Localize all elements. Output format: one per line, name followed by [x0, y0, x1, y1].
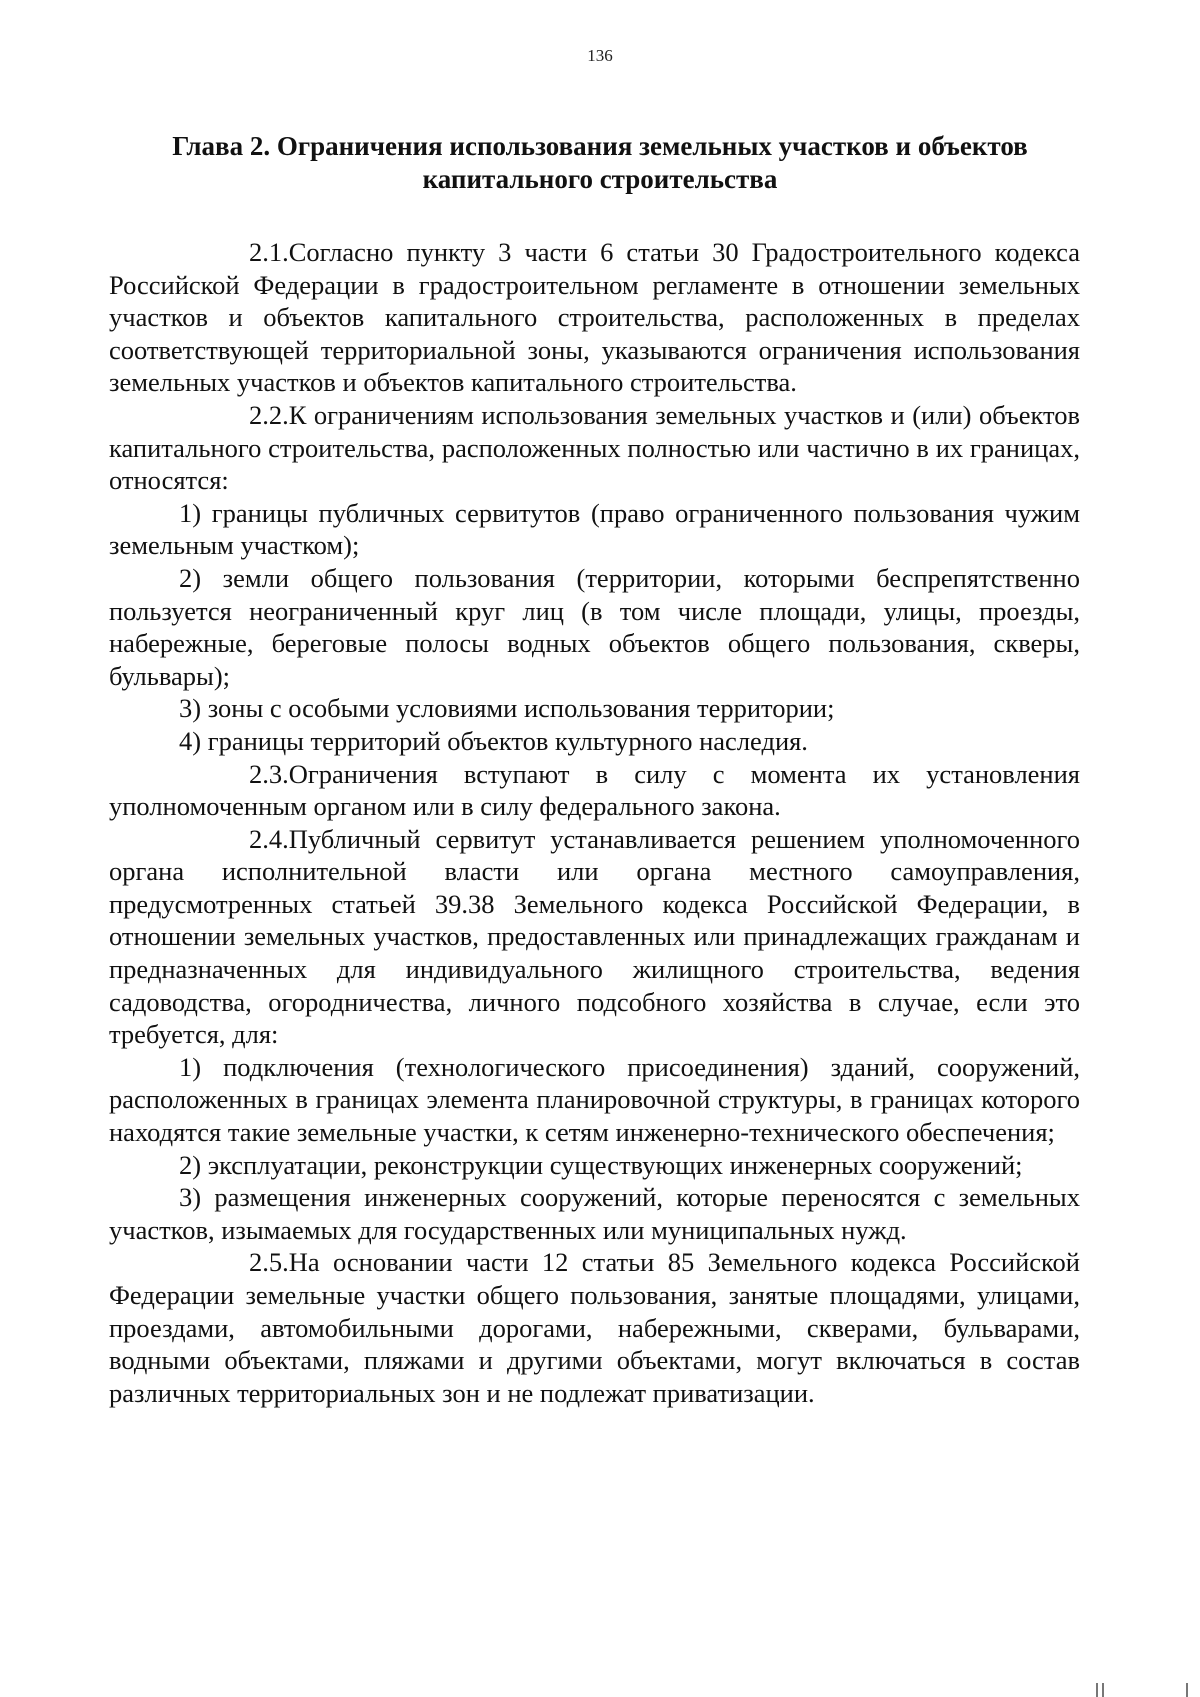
paragraph-text: К ограничениям использования земельных участков и (или) объектов капитального строительства, расположенных полностью или частично в их границах, относятся:: [109, 399, 1080, 496]
document-body: [109, 236, 1080, 1409]
paragraph-text: 4) границы территорий объектов культурного наследия.: [179, 725, 808, 756]
paragraph-2-1: [109, 236, 1080, 399]
chapter-title-line-2: капитального строительства: [422, 164, 778, 194]
list-item-2-2-4: [109, 725, 1080, 758]
paragraph-text: 1) подключения (технологического присоединения) зданий, сооружений, расположенных в границах элемента планировочной структуры, в границах которого находятся такие земельные участки, к сетям инженерно-технического обеспечения;: [109, 1051, 1080, 1148]
scan-artifact: [1102, 1683, 1104, 1697]
list-item-2-4-2: [109, 1149, 1080, 1182]
paragraph-text: 3) зоны с особыми условиями использования территории;: [179, 693, 835, 724]
scan-artifact: [1096, 1683, 1098, 1697]
paragraph-number: 2.3.: [249, 758, 289, 789]
paragraph-text: Публичный сервитут устанавливается решением уполномоченного органа исполнительной власти или органа местного самоуправления, предусмотренных статьей 39.38 Земельного кодекса Российской Федерации, в отношении земельных участков, предоставленных или принадлежащих гражданам и предназначенных для индивидуального жилищного строительства, ведения садоводства, огородничества, личного подсобного хозяйства в случае, если это требуется, для:: [109, 823, 1080, 1050]
paragraph-text: 3) размещения инженерных сооружений, которые переносятся с земельных участков, изымаемых для государственных или муниципальных нужд.: [109, 1182, 1080, 1245]
list-item-2-2-1: [109, 497, 1080, 562]
paragraph-2-4: [109, 823, 1080, 1051]
paragraph-text: 2) земли общего пользования (территории, которыми беспрепятственно пользуется неограниченный круг лиц (в том числе площади, улицы, проезды, набережные, береговые полосы водных объектов общего пользования, скверы, бульвары);: [109, 562, 1080, 691]
list-item-2-2-3: [109, 692, 1080, 725]
paragraph-text: 1) границы публичных сервитутов (право ограниченного пользования чужим земельным участком);: [109, 497, 1080, 561]
chapter-title-line-1: Глава 2. Ограничения использования земельных участков и объектов: [172, 131, 1028, 161]
paragraph-number: 2.5.: [249, 1247, 289, 1278]
paragraph-text: 2) эксплуатации, реконструкции существующих инженерных сооружений;: [179, 1149, 1023, 1180]
list-item-2-2-2: [109, 562, 1080, 692]
list-item-2-4-3: [109, 1181, 1080, 1246]
paragraph-text: Согласно пункту 3 части 6 статьи 30 Градостроительного кодекса Российской Федерации в градостроительном регламенте в отношении земельных участков и объектов капитального строительства, расположенных в пределах соответствующей территориальной зоны, указываются ограничения использования земельных участков и объектов капитального строительства.: [109, 237, 1080, 398]
list-item-2-4-1: [109, 1051, 1080, 1149]
paragraph-number: 2.2.: [249, 399, 289, 430]
paragraph-2-2: [109, 399, 1080, 497]
paragraph-2-3: [109, 758, 1080, 823]
chapter-title: [120, 130, 1080, 196]
paragraph-number: 2.4.: [249, 823, 289, 854]
page-number: 136: [587, 46, 613, 65]
paragraph-text: На основании части 12 статьи 85 Земельного кодекса Российской Федерации земельные участки общего пользования, занятые площадями, улицами, проездами, автомобильными дорогами, набережными, скверами, бульварами, водными объектами, пляжами и другими объектами, могут включаться в состав различных территориальных зон и не подлежат приватизации.: [109, 1247, 1080, 1408]
paragraph-text: Ограничения вступают в силу с момента их установления уполномоченным органом или в силу федерального закона.: [109, 758, 1080, 822]
paragraph-number: 2.1.: [249, 237, 289, 267]
scan-artifact: [1186, 1683, 1188, 1697]
paragraph-2-5: [109, 1246, 1080, 1409]
